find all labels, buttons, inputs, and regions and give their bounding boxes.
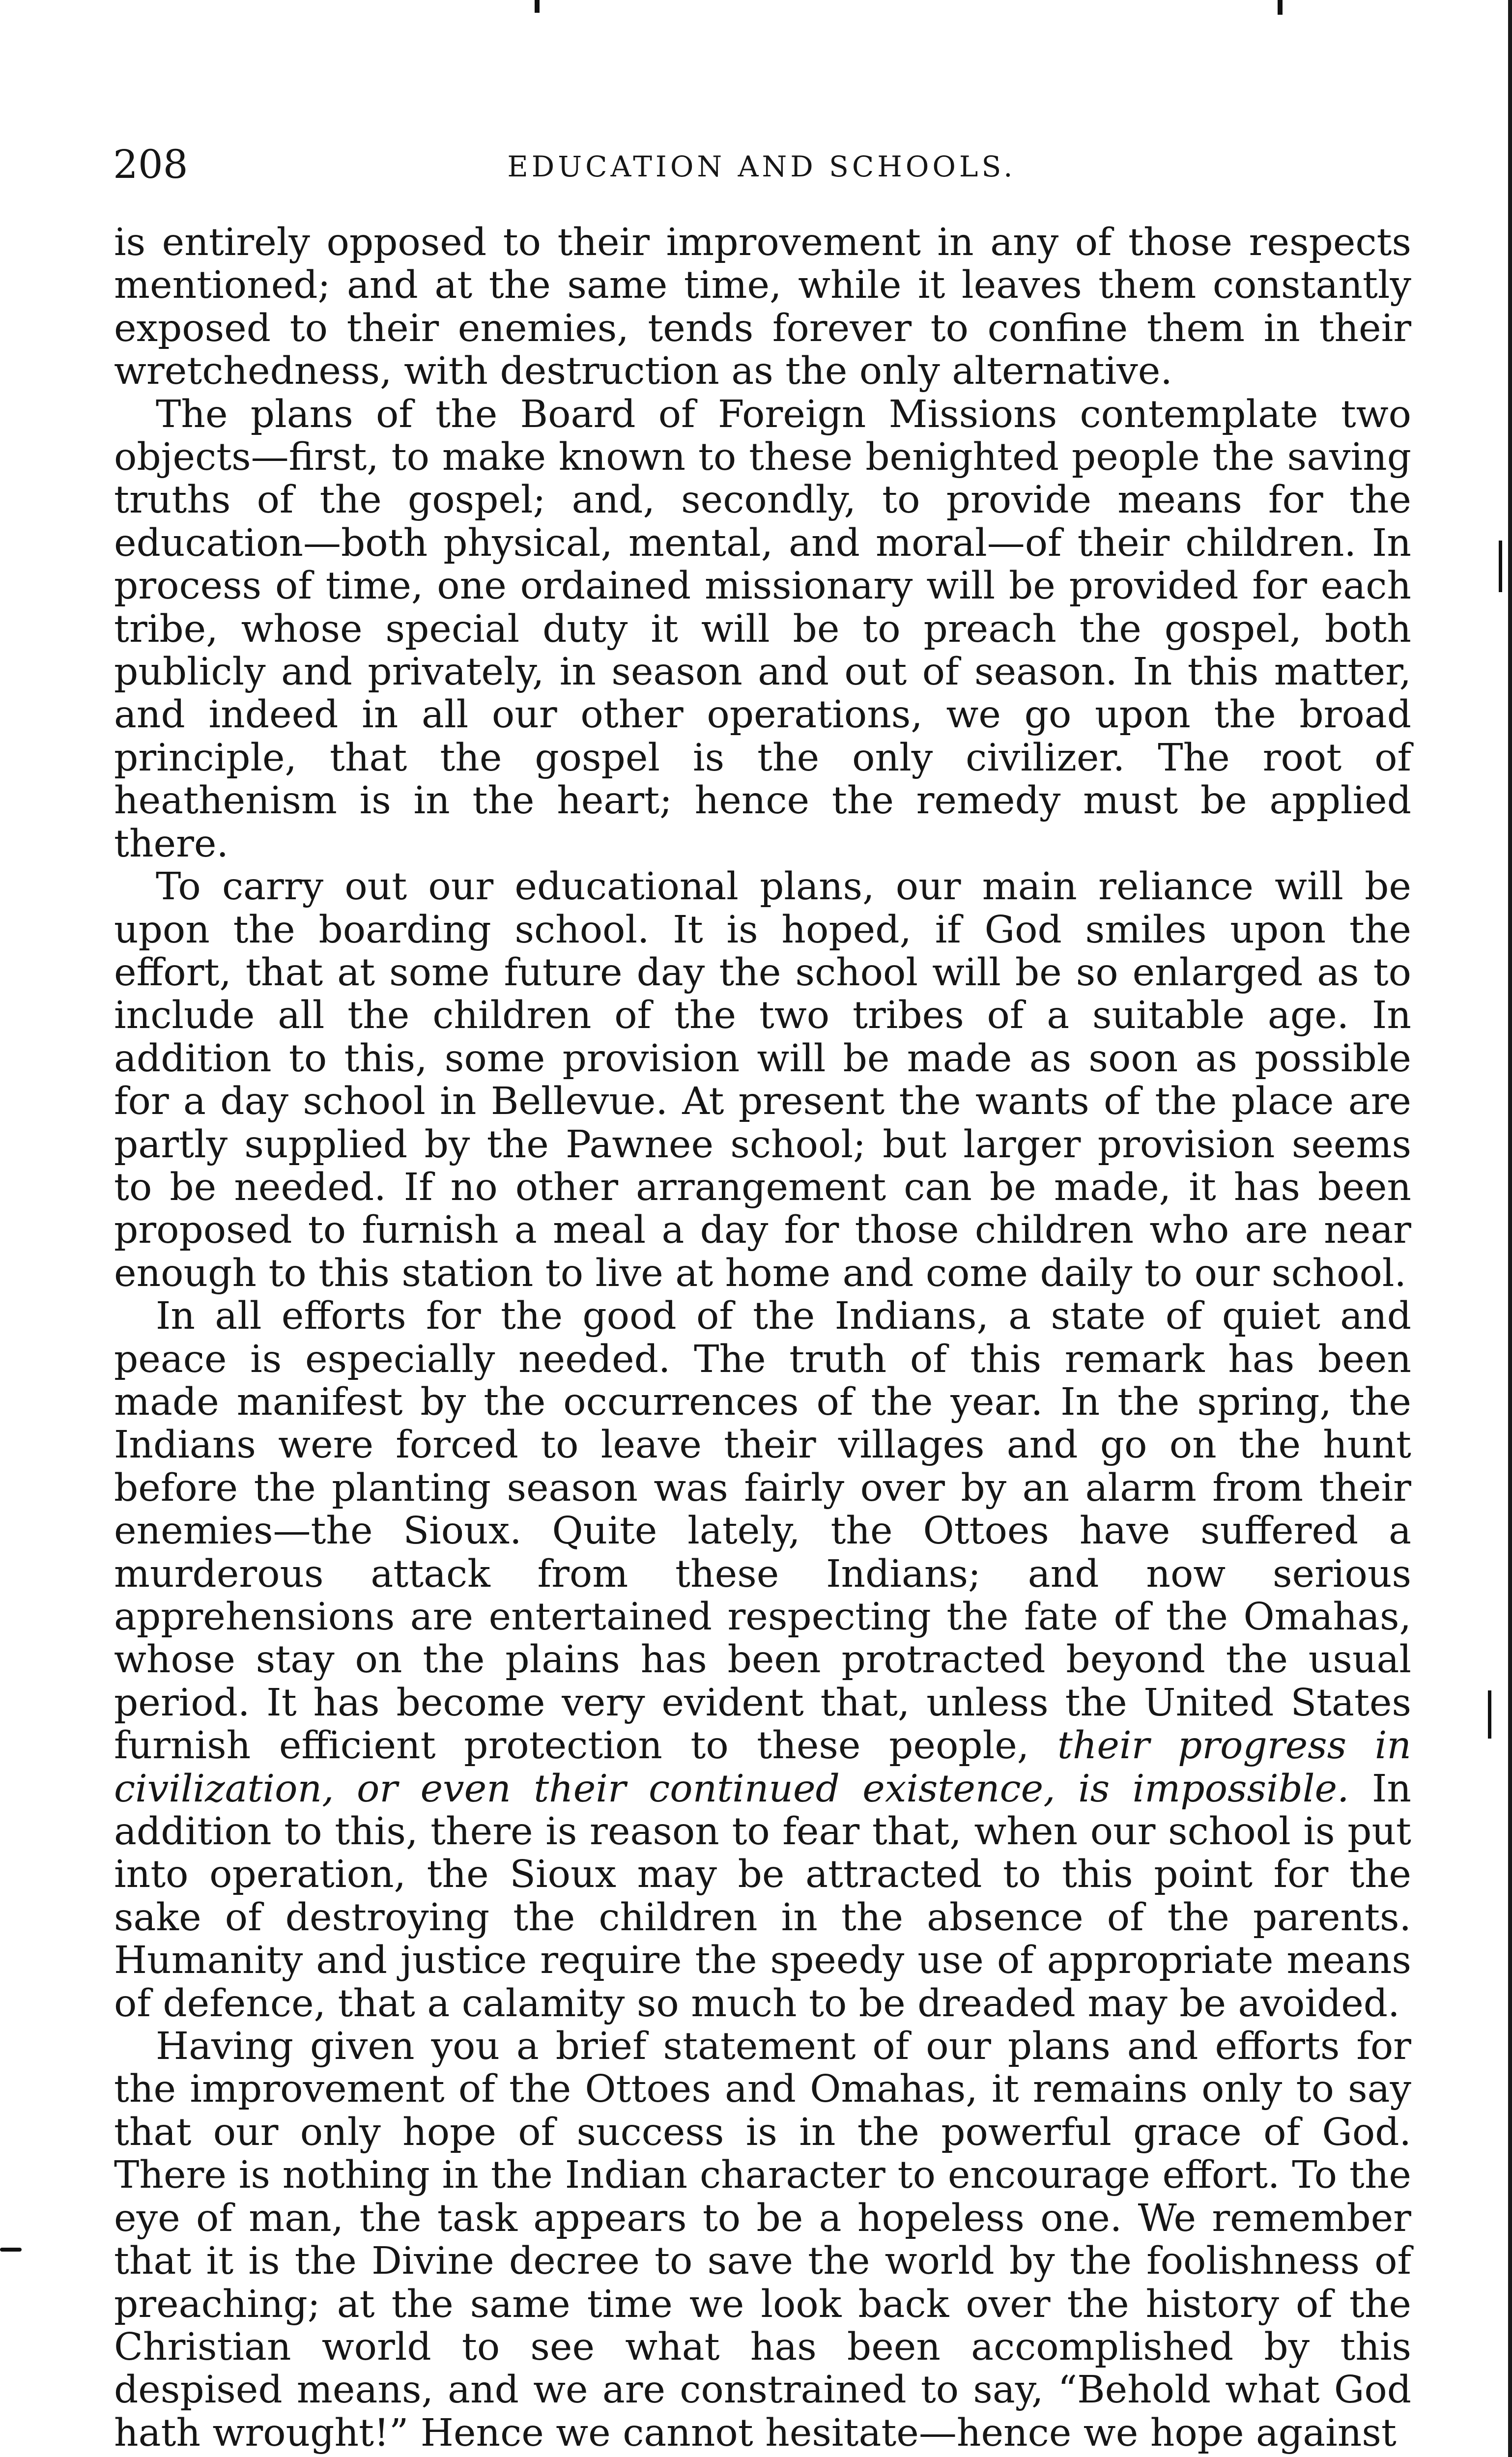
body-text — [114, 221, 1411, 2455]
running-head: EDUCATION AND SCHOOLS. — [507, 150, 1016, 183]
page-header — [113, 140, 1410, 194]
scan-mark-margin-2 — [1488, 1690, 1491, 1739]
scan-mark-top-left — [535, 0, 540, 13]
scan-mark-margin-1 — [1499, 541, 1502, 592]
paragraph-5: Having given you a brief statement of our plans and efforts for the improvement of the Ottoes and Omahas, it remains only to say that our only hope of success is in the powerful grace of God. There is nothing in the Indian character to encourage effort. To the eye of man, the task appears to be a hopeless one. We remember that it is the Divine decree to save the world by the foolishness of preaching; at the same time we look back over the history of the Christian world to see what has been accomplished by this despised means, and we are constrained to say, “Behold what God hath wrought!” Hence we cannot hesitate—hence we hope against — [114, 2025, 1411, 2455]
paragraph-1: is entirely opposed to their improvement in any of those respects mentioned; and at the same time, while it leaves them constantly exposed to their enemies, tends forever to confine them in their wretchedness, with destruction as the only alternative. — [114, 221, 1411, 394]
page-number: 208 — [113, 142, 188, 187]
scan-mark-top-right — [1278, 0, 1283, 15]
scan-mark-left-dot — [0, 2248, 22, 2252]
paragraph-2: The plans of the Board of Foreign Missions contemplate two objects—first, to make known to these benighted people the saving truths of the gospel; and, secondly, to provide means for the education—both physical, mental, and moral—of their children. In process of time, one ordained missionary will be provided for each tribe, whose special duty it will be to preach the gospel, both publicly and privately, in season and out of season. In this matter, and indeed in all our other operations, we go upon the broad principle, that the gospel is the only civilizer. The root of heathenism is in the heart; hence the remedy must be applied there. — [114, 392, 1411, 866]
paragraph-4-italic-text: their progress in civilization, or even their continued existence, is impossible. — [114, 1724, 1411, 1811]
paragraph-3: To carry out our educational plans, our main reliance will be upon the boarding school. It is hoped, if God smiles upon the effort, that at some future day the school will be so enlarged as to include all the children of the two tribes of a suitable age. In addition to this, some provision will be made as soon as possible for a day school in Bellevue. At present the wants of the place are partly supplied by the Pawnee school; but larger provision seems to be needed. If no other arrangement can be made, it has been proposed to furnish a meal a day for those children who are near enough to this station to live at home and come daily to our school. — [114, 865, 1411, 1295]
paragraph-4-text-start: In all efforts for the good of the Indians, a state of quiet and peace is especially needed. The truth of this remark has been made manifest by the occurrences of the year. In the spring, the Indians were forced to leave their villages and go on the hunt before the planting season was fairly over by an alarm from their enemies—the Sioux. Quite lately, the Ottoes have suffered a murderous attack from these Indians; and now serious apprehensions are entertained respecting the fate of the Omahas, whose stay on the plains has been protracted beyond the usual period. It has become very evident that, unless the United States furnish efficient protection to these people, — [114, 1294, 1411, 1768]
scan-edge-right — [1508, 0, 1512, 2457]
paragraph-4-text-end: In addition to this, there is reason to fear that, when our school is put into operation, the Sioux may be attracted to this point for the sake of destroying the children in the absence of the parents. Humanity and justice require the speedy use of appropriate means of defence, that a calamity so much to be dreaded may be avoided. — [114, 1767, 1411, 2026]
paragraph-4 — [114, 1295, 1411, 2025]
